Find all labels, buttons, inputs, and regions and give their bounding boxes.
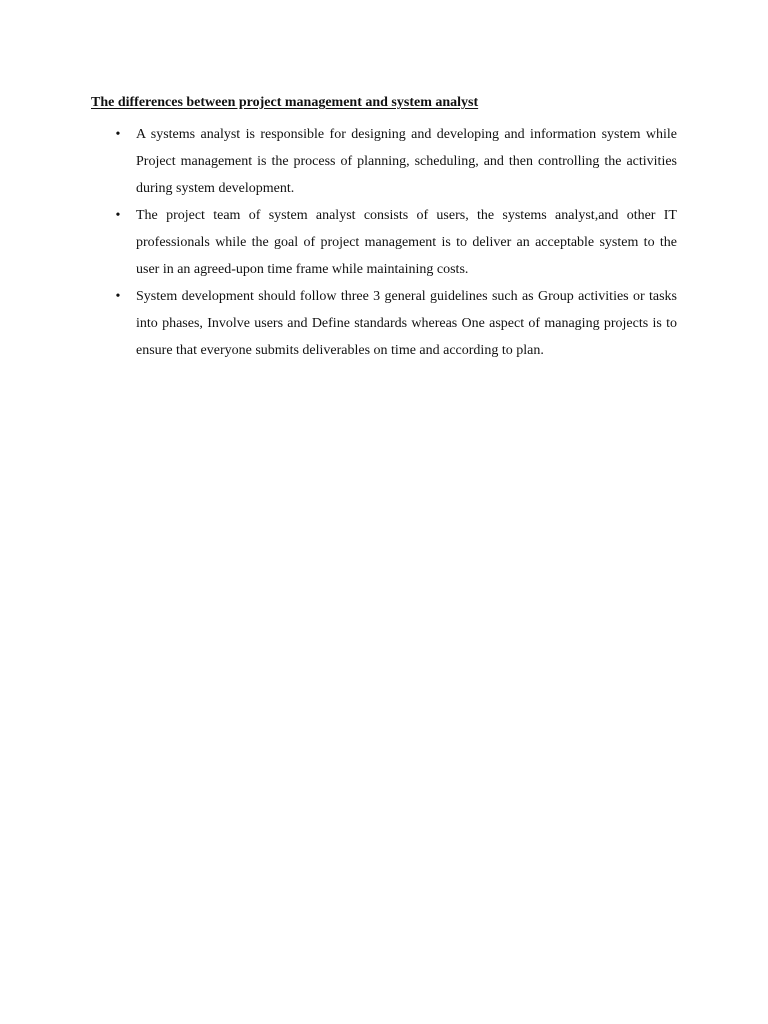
bullet-list (115, 121, 677, 364)
bullet-marker: • (115, 208, 121, 223)
bullet-item (115, 202, 677, 283)
bullet-marker: • (115, 127, 121, 142)
document-heading: The differences between project management and system analyst (91, 95, 479, 110)
bullet-marker: • (115, 289, 121, 304)
bullet-text: System development should follow three 3 general guidelines such as Group activities or tasks into phases, Involve users and Define standards whereas One aspect of managing projects is to ensure that everyone submits deliverables on time and according to plan. (136, 289, 677, 358)
bullet-item (115, 121, 677, 202)
bullet-text: A systems analyst is responsible for designing and developing and information system while Project management is the process of planning, scheduling, and then controlling the activities during system development. (136, 127, 677, 196)
bullet-text: The project team of system analyst consists of users, the systems analyst,and other IT professionals while the goal of project management is to deliver an acceptable system to the user in an agreed-upon time frame while maintaining costs. (136, 208, 677, 277)
bullet-item (115, 283, 677, 364)
